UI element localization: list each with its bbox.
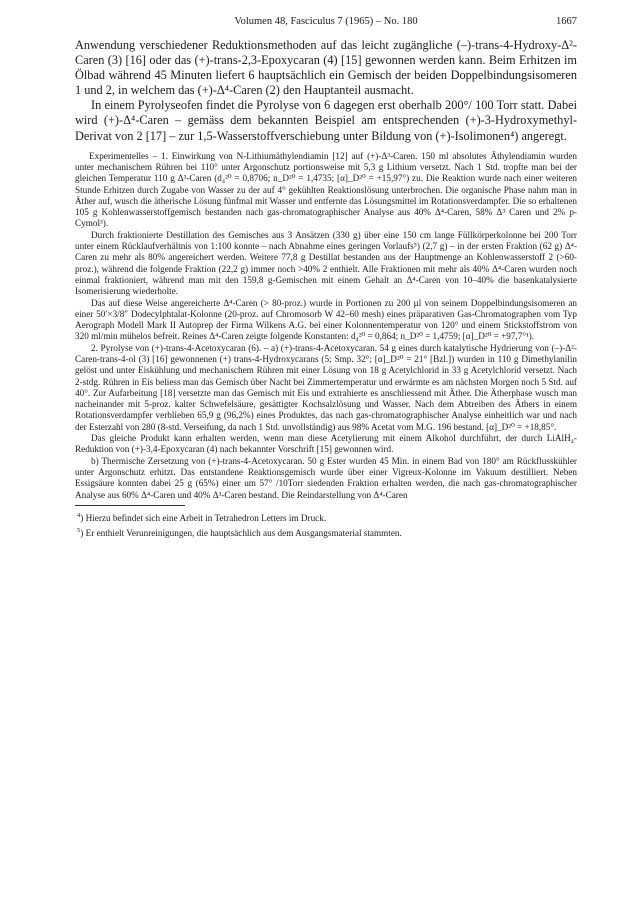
experimental-section-paragraph: Experimentelles – 1. Einwirkung von N-Lithiumäthylendiamin [12] auf (+)-Δ³-Caren. 150 ml absolutes Äthylendiamin wurden unter mechanischem Rühren bei 110° unter Argonschutz portionsweise mit 5,3 g Lithium versetzt. Nach 1 Std. tropfte man bei der gleichen Temperatur 110 g Δ³-Caren (d₄²⁰ = 0,8706; n_D²⁰ = 1,4735; [α]_D²⁰ = +15,97°) zu. Die Reaktion wurde nach einer weiteren Stunde Erhitzen durch Zugabe von Wasser zu der auf 4° gekühlten Reaktionslösung unterbrochen. Die organische Phase nahm man in Äther auf, wusch die ätherische Lösung fünfmal mit Wasser und entfernte das Lösungsmittel im Rotationsverdampfer. Die so erhaltenen 105 g Kohlenwasserstoffgemisch bestanden nach gas-chromatographischer Analyse aus 40% Δ⁴-Caren, 58% Δ³ Caren und 2% p-Cymol³). (75, 150, 577, 229)
article-body (75, 38, 577, 539)
distillation-paragraph: Durch fraktionierte Destillation des Gemisches aus 3 Ansätzen (330 g) über eine 150 cm lange Füllkörperkolonne bei 200 Torr unter einem Rücklaufverhältnis von 1:100 konnte – nach Abnahme eines geringen Vorlaufs⁵) (2,7 g) – in der ersten Fraktion (62 g) Δ⁴-Caren zu mehr als 80% angereichert werden. Weitere 77,8 g Destillat bestanden aus der Hauptmenge an Kohlenwasserstoff 2 (>60-proz.), während die folgende Fraktion (22,2 g) immer noch >40% 2 enthielt. Alle Fraktionen mit mehr als 40% Δ⁴-Caren wurden noch einmal fraktioniert, während man mit den 159,8 g-Gemischen mit einem Gehalt an Δ⁴-Caren von 10–40% die basenkatalysierte Isomerisierung wiederholte. (75, 229, 577, 297)
footnote-5-text: Er enthielt Verunreinigungen, die hauptsächlich aus dem Ausgangsmaterial stammten. (85, 527, 402, 538)
intro-paragraph-2: In einem Pyrolyseofen findet die Pyrolyse von 6 dagegen erst oberhalb 200°/ 100 Torr statt. Dabei wird (+)-Δ⁴-Caren – gemäss dem bekannten Beispiel am entsprechenden (+)-3-Hydroxymethyl-Derivat von 2 [17] – zur 1,5-Wasserstoffverschiebung unter Bildung von (+)-Isolimonen⁴) angeregt. (75, 98, 577, 143)
footnote-4-mark: 4 (77, 511, 81, 519)
footnote-4: $^4$) Hierzu befindet sich eine Arbeit in Tetrahedron Letters im Druck. (77, 511, 327, 523)
lialh4-reduction-paragraph: Das gleiche Produkt kann erhalten werden, wenn man diese Acetylierung mit einem Alkohol durchführt, der durch LiAlH₄-Reduktion von (+)-3,4-Epoxycaran (4) nach bekannter Vorschrift [15] gewonnen wird. (75, 433, 577, 455)
running-title: Volumen 48, Fasciculus 7 (1965) – No. 180 (234, 16, 418, 27)
footnote-4-text: Hierzu befindet sich eine Arbeit in Tetrahedron Letters im Druck. (85, 512, 327, 523)
gas-chromatography-paragraph: Das auf diese Weise angereicherte Δ⁴-Caren (> 80-proz.) wurde in Portionen zu 200 µl von seinem Doppelbindungsisomeren an einer 50′×3/8″ Dodecylphtalat-Kolonne (20-proz. auf Chromosorb W 42–60 mesh) eines präparativen Gas-Chromatographen vom Typ Aerograph Modell Mark II Autoprep der Firma Wilkens A.G. bei einer Kolonnentemperatur von 120° und einem Stickstoffstrom von 320 ml/min mühelos befreit. Reines Δ⁴-Caren zeigte folgende Konstanten: d₄²⁰ = 0,864; n_D²⁰ = 1,4759; [α]_D²⁰ = +97,7°¹). (75, 297, 577, 342)
footnote-5-mark: 5 (77, 526, 81, 534)
page-number: 1667 (556, 16, 577, 27)
footnote-5: $^5$) Er enthielt Verunreinigungen, die hauptsächlich aus dem Ausgangsmaterial stammten. (77, 526, 402, 538)
pyrolysis-acetoxycaran-paragraph: 2. Pyrolyse von (+)-trans-4-Acetoxycaran (6). – a) (+)-trans-4-Acetoxycaran. 54 g eines durch katalytische Hydrierung von (–)-Δ²-Caren-trans-4-ol (3) [16] gewonnenen (+) trans-4-Hydroxycarans (5; Smp. 32°; [α]_D²⁰ = 21° [Bzl.]) wurden in 110 g Dimethylanilin gelöst und unter Eiskühlung und mechanischem Rühren mit einer Lösung von 18 g Acetylchlorid in 33 g Acetylchlorid versetzt. Nach 2-stdg. Rühren in Eis beliess man das Gemisch über Nacht bei Zimmertemperatur und erwärmte es am nächsten Morgen noch 5 Std. auf 40°. Zur Aufarbeitung [18] versetzte man das Gemisch mit Eis und extrahierte es anschliessend mit Äther. Die Ätherphase wusch man nacheinander mit 5-proz. kalter Schwefelsäure, gesättigter Kochsalzlösung und Wasser. Nach dem Abtreiben des Äthers in einem Rotationsverdampfer verblieben 65,9 g (96,2%) eines Produktes, das nach gas-chromatographischer Analyse einheitlich war und nach der Esterzahl von 280 (8-std. Verseifung, da nach 1 Std. unvollständig) aus 98% Acetat vom M.G. 196 bestand. [α]_D²⁰ = +18,85°. (75, 342, 577, 432)
thermal-decomposition-paragraph: b) Thermische Zersetzung von (+)-trans-4-Acetoxycaran. 50 g Ester wurden 45 Min. in einem Bad von 180° am Rückflusskühler unter Argonschutz erhitzt. Das entstandene Reaktionsgemisch wurde über einer Vigreux-Kolonne im Vakuum destilliert. Neben Essigsäure konnten dabei 25 g (65%) einer um 57° /10Torr siedenden Fraktion erhalten werden, die nach gas-chromatographischer Analyse aus 60% Δ⁴-Caren und 40% Δ³-Caren bestand. Die Reindarstellung von Δ⁴-Caren (75, 455, 577, 500)
footnote-divider (75, 505, 185, 506)
running-header (75, 16, 577, 30)
intro-paragraph-1: Anwendung verschiedener Reduktionsmethoden auf das leicht zugängliche (–)-trans-4-Hydroxy-Δ²-Caren (3) [16] oder das (+)-trans-2,3-Epoxycaran (4) [15] gewonnen werden kann. Beim Erhitzen im Ölbad während 45 Minuten liefert 6 hauptsächlich ein Gemisch der beiden Doppelbindungsisomeren 1 und 2, in welchem das (+)-Δ⁴-Caren (2) den Hauptanteil ausmacht. (75, 38, 577, 98)
